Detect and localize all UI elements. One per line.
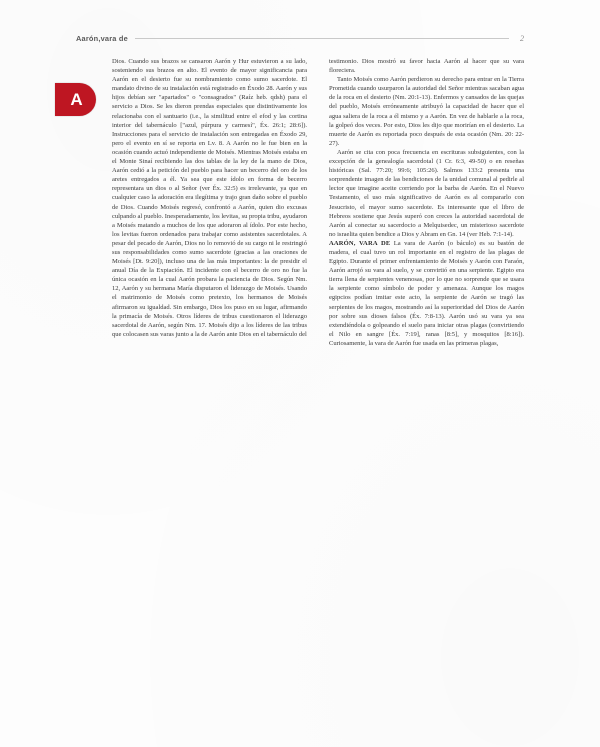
paragraph: Dios. Cuando sus brazos se cansaron Aarón y Hur estuvieron a su lado, sosteniendo sus brazos en alto. El evento de mayor significancia para Aarón en el desierto fue su nombramiento como sumo sacerdote. El mandato divino de su instalación está registrado en Éxodo 28. Aarón y sus hijos debían ser "apartados" o "consagrados" (Raíz heb. qdsh) para el servicio a Dios. Se les dieron prendas especiales que distintivamente los relacionaba con el santuario (i.e., la similitud entre el efod y las cortina interior del tabernáculo ["azul, púrpura y carmesí", Éx. 26:1; 28:6]). Instrucciones para el servicio de instalación son entregadas en Éxodo 29, pero el evento en sí se reporta en Lv. 8. A Aarón no le fue bien en la ocasión cuando actuó independiente de Moisés. Mientras Moisés estaba en el Monte Sinaí recibiendo las dos tablas de la ley de la mano de Dios, Aarón cedió a la petición del pueblo para hacer un becerro del oro de los aretes entregados a él. Ya sea que este ídolo en forma de becerro representara un dios o al Señor (ver Éx. 32:5) es irrelevante, ya que en cualquier caso la adoración era ilegítima y trajo gran daño sobre el pueblo de Dios. Cuando Moisés regresó, confrontó a Aarón, quien dio excusas culpando al pueblo. Inesperadamente, los levitas, su propia tribu, ayudaron a Moisés matando a muchos de los que adoraron al ídolo. Por este hecho, los levitas fueron ordenados para trabajar como asistentes sacerdotales. A pesar del pecado de Aarón, Dios no lo removió de su cargo ni le restringió sus responsabilidades como sumo sacerdote (gracias a las oraciones de Moisés [Dt. 9:20]), incluso una de las más importantes: la de presidir el anual Día de la Expiación. El incidente con el becerro de oro no fue la única ocasión en la cual Aarón probara la paciencia de Dios. Según Nm. 12, Aarón y su hermana María disputaron el liderazgo de Moisés. Usando el matrimonio de Moisés como pretexto, los hermanos de Moisés afirmaron su igualdad. Sin embargo, Dios los puso en su lugar, afirmando la primacía de Moisés. Otros líderes de tribus cuestionaron el liderazgo sacerdotal de Aarón, según Nm. 17. Moisés dijo a los líderes de las tribus que colocasen sus varas junto a la de Aarón ante Dios en el tabernáculo del (112, 58, 307, 338)
body-text-area (112, 57, 524, 707)
alphabet-thumb-tab-a[interactable] (55, 83, 96, 116)
page-number: 2 (520, 33, 524, 43)
running-head-rule (135, 38, 509, 39)
thumb-tab-letter: A (70, 90, 83, 109)
column-right (329, 57, 524, 707)
paragraph: Tanto Moisés como Aarón perdieron su derecho para entrar en la Tierra Prometida cuando usurparon la autoridad del Señor mientras sacaban agua de la roca en el desierto (Nm. 20:1-13). Enfermos y cansados de las quejas del pueblo, Moisés erróneamente atribuyó la capacidad de hacer que el agua saliera de la roca a él mismo y a Aarón. En vez de hablarle a la roca, la golpeó dos veces. Por esto, Dios les dijo que morirían en el desierto. La muerte de Aarón es reportada poco después de esta ocasión (Nm. 20: 22-27). (329, 76, 524, 147)
column-left (112, 57, 307, 707)
running-head-title: Aarón,vara de (76, 33, 128, 43)
entry-body: La vara de Aarón (o báculo) es su bastón de madera, el cual tuvo un rol importante en el registro de las plagas de Egipto. Durante el primer enfrentamiento de Moisés y Aarón con Faraón, Aarón arrojó su vara al suelo, y se convirtió en una serpiente. Egipto era tierra llena de serpientes venenosas, por lo que no sorprende que se usara la serpiente como símbolo de poder y amenaza. Aunque los magos egipcios podían imitar este acto, la serpiente de Aarón se tragó las serpientes de los magos, mostrando así la superioridad del Dios de Aarón por sobre sus dioses falsos (Éx. 7:8-13). Aarón usó su vara ya sea extendiéndola o golpeando el suelo para iniciar otras plagas (convirtiendo el Nilo en sangre [Éx. 7:19], ranas [8:5], y mosquitos [8:16]). Curiosamente, la vara de Aarón fue usada en las primeras plagas, (329, 239, 525, 347)
paragraph: Aarón se cita con poca frecuencia en escrituras subsiguientes, con la excepción de la genealogía sacerdotal (1 Cr. 6:3, 49-50) o en reseñas históricas (Sal. 77:20; 99:6; 105:26). Salmos 133:2 presenta una sorprendente imagen de las bendiciones de la unidad comunal al pedirle al lector que imagine aceite corriendo por la barba de Aarón. En el Nuevo Testamento, el uso más significativo de Aarón es al compararlo con Jesucristo, el mayor sumo sacerdote. Es interesante que el libro de Hebreos sostiene que Jesús superó con creces la autoridad sacerdotal de Aarón al conectar su sacerdocio a Melquisedec, un misterioso sacerdote no israelita quien bendice a Dios y Abram en Gn. 14 (ver Heb. 7:1-14). (329, 148, 524, 238)
dictionary-entry (329, 239, 524, 348)
running-head (76, 30, 524, 46)
paragraph: testimonio. Dios mostró su favor hacia Aarón al hacer que su vara floreciera. (329, 58, 524, 75)
entry-headword: AARÓN, VARA DE (329, 239, 391, 247)
